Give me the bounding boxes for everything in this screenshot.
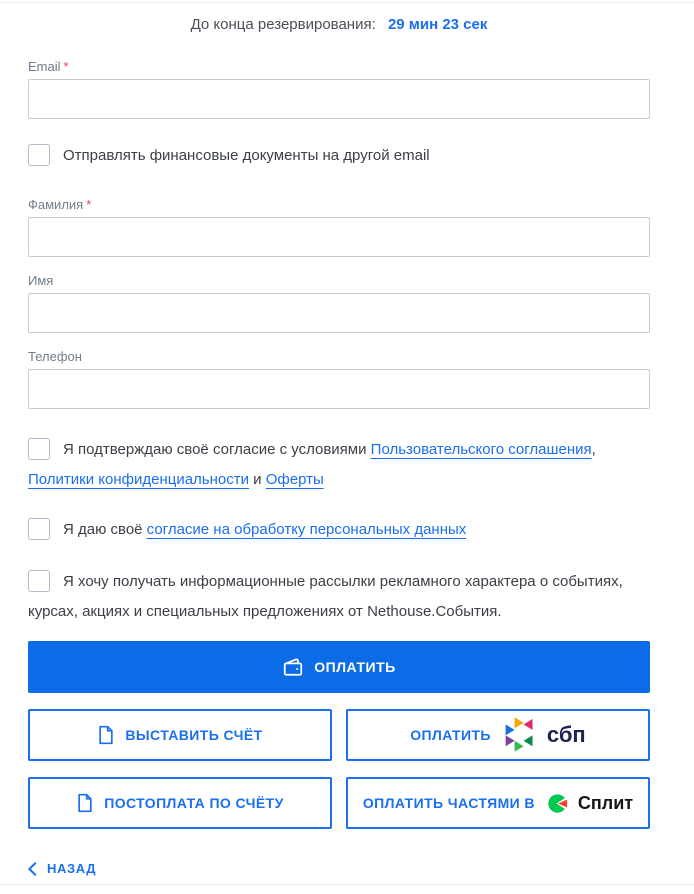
other-email-checkbox[interactable]: [28, 144, 50, 166]
personal-data-text: Я даю своё согласие на обработку персональных данных: [63, 521, 467, 538]
lastname-required-asterisk: *: [86, 197, 92, 212]
email-label: Email *: [28, 59, 69, 74]
firstname-label: Имя: [28, 273, 54, 288]
terms-text: Я подтверждаю своё согласие с условиями Пользовательского соглашения, Политики конфиденциальности и Оферты: [28, 441, 596, 488]
phone-input[interactable]: [28, 369, 650, 409]
reservation-timer-value: 29 мин 23 сек: [387, 16, 488, 33]
bottom-divider: [0, 884, 694, 885]
lastname-input[interactable]: [28, 217, 650, 257]
pay-button[interactable]: [28, 641, 650, 693]
chevron-left-icon: [28, 862, 37, 876]
split-logo-text: Сплит: [577, 792, 634, 813]
email-input[interactable]: [28, 79, 650, 119]
document-icon: [76, 793, 94, 813]
lastname-field-group: [28, 197, 650, 257]
email-field-group: [28, 59, 650, 119]
postpay-button[interactable]: [28, 777, 332, 829]
invoice-button-label: ВЫСТАВИТЬ СЧЁТ: [125, 727, 263, 743]
terms-checkbox[interactable]: [28, 438, 50, 460]
lastname-label: Фамилия *: [28, 197, 92, 212]
personal-data-checkbox[interactable]: [28, 518, 50, 540]
wallet-icon: [282, 656, 304, 678]
marketing-checkbox[interactable]: [28, 570, 50, 592]
user-agreement-link[interactable]: Пользовательского соглашения: [370, 441, 592, 458]
pay-button-label: ОПЛАТИТЬ: [314, 659, 396, 675]
other-email-row: [28, 141, 650, 171]
privacy-policy-link[interactable]: Политики конфиденциальности: [28, 471, 249, 488]
personal-data-consent-link[interactable]: согласие на обработку персональных данных: [146, 521, 467, 538]
offer-link[interactable]: Оферты: [265, 471, 324, 488]
back-link-label: НАЗАД: [47, 861, 97, 876]
split-logo-icon: [547, 793, 568, 814]
split-pay-button-label: ОПЛАТИТЬ ЧАСТЯМИ В: [362, 795, 535, 811]
email-required-asterisk: *: [63, 59, 69, 74]
reservation-timer: [28, 14, 650, 33]
firstname-input[interactable]: [28, 293, 650, 333]
postpay-button-label: ПОСТОПЛАТА ПО СЧЁТУ: [104, 795, 284, 811]
other-email-checkbox-label: Отправлять финансовые документы на другой email: [63, 147, 430, 164]
secondary-buttons: [28, 709, 650, 829]
back-link[interactable]: [28, 861, 96, 876]
sbp-logo-text: сбп: [546, 722, 586, 747]
sbp-logo-icon: [505, 717, 537, 753]
split-pay-button[interactable]: [346, 777, 650, 829]
marketing-row: [28, 567, 650, 627]
sbp-pay-button[interactable]: [346, 709, 650, 761]
phone-field-group: [28, 349, 650, 409]
top-divider: [0, 2, 694, 3]
firstname-field-group: [28, 273, 650, 333]
sbp-pay-button-label: ОПЛАТИТЬ: [410, 727, 491, 743]
document-icon: [97, 725, 115, 745]
marketing-text: Я хочу получать информационные рассылки рекламного характера о событиях, курсах, акциях и специальных предложениях от Nethouse.События.: [28, 573, 623, 620]
invoice-button[interactable]: [28, 709, 332, 761]
personal-data-row: [28, 515, 650, 545]
reservation-timer-label: До конца резервирования:: [190, 16, 376, 33]
terms-row: [28, 435, 650, 495]
phone-label: Телефон: [28, 349, 82, 364]
